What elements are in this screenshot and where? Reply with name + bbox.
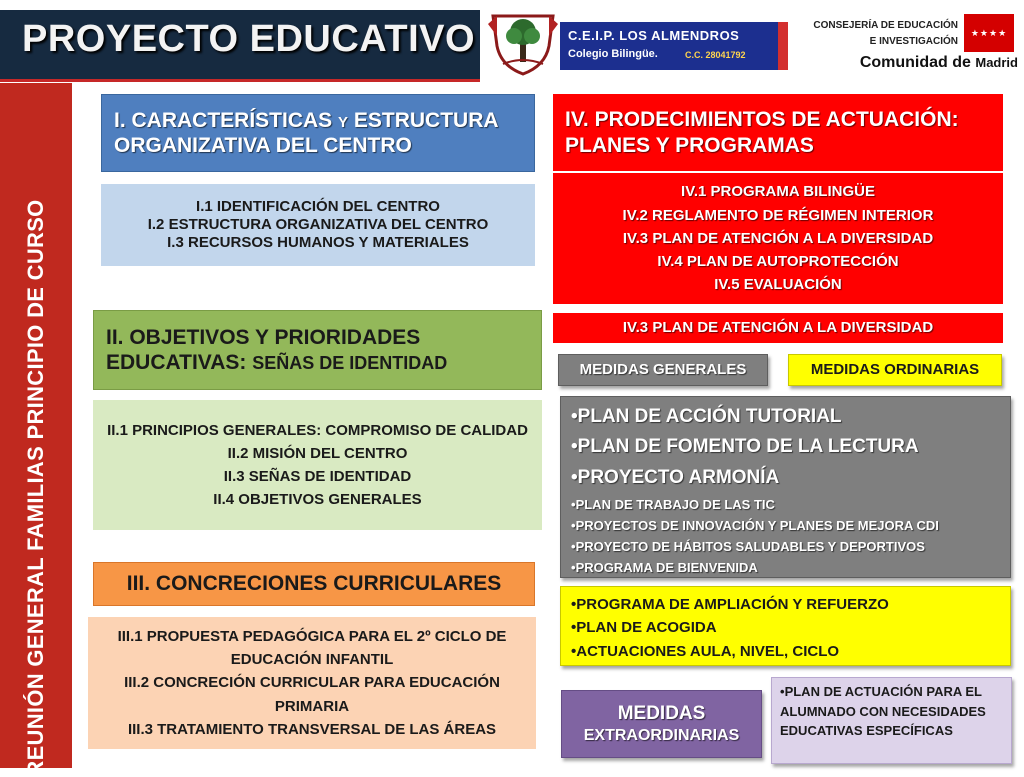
region-name: [790, 54, 1018, 72]
section1-title: [114, 108, 522, 158]
school-crest-logo: [487, 6, 559, 76]
list-item: II.2 MISIÓN DEL CENTRO: [227, 444, 408, 462]
section2-title-small: SEÑAS DE IDENTIDAD: [252, 353, 448, 373]
list-item: III.2 CONCRECIÓN CURRICULAR PARA EDUCACIÓN PRIMARIA: [124, 674, 500, 715]
list-item: I.2 ESTRUCTURA ORGANIZATIVA DEL CENTRO: [147, 216, 489, 233]
list-item: IV.1 PROGRAMA BILINGÜE: [681, 183, 875, 201]
section2-title: [106, 325, 529, 375]
list-item: • PROGRAMA DE AMPLIACIÓN Y REFUERZO: [571, 593, 1000, 616]
list-item: • PROYECTO ARMONÍA: [571, 463, 1000, 493]
school-subtitle: Colegio Bilingüe.: [568, 48, 658, 60]
section1-title-small: Y: [338, 113, 349, 131]
title-bar: [0, 10, 480, 82]
list-item: • PLAN DE FOMENTO DE LA LECTURA: [571, 432, 1000, 462]
section2-header: [93, 310, 542, 390]
region-flag-icon: [964, 14, 1014, 52]
region-name-a: Comunidad de: [859, 54, 971, 71]
school-code: C.C. 28041792: [685, 50, 746, 60]
list-item: IV.2 REGLAMENTO DE RÉGIMEN INTERIOR: [622, 206, 934, 224]
extraordinary-measures-item: [771, 677, 1012, 764]
extraordinary-label-2: EXTRAORDINARIAS: [583, 726, 740, 744]
list-item: IV.4 PLAN DE AUTOPROTECCIÓN: [657, 253, 899, 271]
list-item: II.4 OBJETIVOS GENERALES: [213, 491, 422, 509]
list-item: I.1 IDENTIFICACIÓN DEL CENTRO: [196, 198, 440, 215]
list-item: II.3 SEÑAS DE IDENTIDAD: [223, 468, 412, 485]
list-item: • PROYECTOS DE INNOVACIÓN Y PLANES DE MEJORA CDI: [571, 516, 1000, 537]
general-measures-big: [571, 402, 1000, 493]
section2-title-a: II. OBJETIVOS Y PRIORIDADES EDUCATIVAS:: [106, 325, 421, 374]
section3-header: III. CONCRECIONES CURRICULARES: [93, 562, 535, 606]
extraordinary-list: [780, 682, 1003, 741]
list-item: • PLAN DE ACOGIDA: [571, 616, 1000, 639]
list-item: IV.3 PLAN DE ATENCIÓN A LA DIVERSIDAD: [622, 229, 934, 247]
section4-list: [553, 173, 1003, 304]
region-name-b: Madrid: [975, 55, 1018, 70]
list-item: • PROYECTO DE HÁBITOS SALUDABLES Y DEPORTIVOS: [571, 537, 1000, 558]
list-item: • PLAN DE ACTUACIÓN PARA EL ALUMNADO CON NECESIDADES EDUCATIVAS ESPECÍFICAS: [780, 682, 1003, 741]
page-title: PROYECTO EDUCATIVO: [22, 18, 476, 60]
section1-header: [101, 94, 535, 172]
flag-stars: ★★★★: [970, 27, 1008, 38]
section1-list: [101, 184, 535, 266]
extraordinary-label-1: MEDIDAS: [617, 703, 706, 724]
sidebar-text: REUNIÓN GENERAL FAMILIAS PRINCIPIO DE CURSO: [23, 199, 48, 777]
section2-list: [93, 400, 542, 530]
school-banner: [560, 22, 788, 70]
agency-line-1: CONSEJERÍA DE EDUCACIÓN: [813, 20, 958, 31]
list-item: IV.5 EVALUACIÓN: [714, 276, 842, 294]
list-item: • PLAN DE ACCIÓN TUTORIAL: [571, 402, 1000, 432]
sidebar: [0, 83, 72, 777]
list-item: • PLAN DE TRABAJO DE LAS TIC: [571, 495, 1000, 516]
section1-title-a: I. CARACTERÍSTICAS: [114, 108, 339, 132]
list-item: III.1 PROPUESTA PEDAGÓGICA PARA EL 2º CICLO DE EDUCACIÓN INFANTIL: [117, 627, 507, 669]
general-measures-list: [560, 396, 1011, 578]
diversity-title: IV.3 PLAN DE ATENCIÓN A LA DIVERSIDAD: [553, 313, 1003, 343]
list-item: III.3 TRATAMIENTO TRANSVERSAL DE LAS ÁREAS: [127, 720, 497, 738]
general-measures-small: [571, 495, 1000, 578]
list-item: II.1 PRINCIPIOS GENERALES: COMPROMISO DE CALIDAD: [107, 421, 528, 439]
section1-title-b: ESTRUCTURA ORGANIZATIVA DEL CENTRO: [114, 108, 498, 157]
extraordinary-measures-label: [561, 690, 762, 758]
ordinary-measures-label: MEDIDAS ORDINARIAS: [788, 354, 1002, 386]
general-measures-label: MEDIDAS GENERALES: [558, 354, 768, 386]
list-item: • PROGRAMA DE BIENVENIDA: [571, 558, 1000, 579]
agency-line-2: E INVESTIGACIÓN: [869, 36, 958, 47]
section3-list: [88, 617, 536, 749]
list-item: I.3 RECURSOS HUMANOS Y MATERIALES: [167, 234, 469, 251]
section4-header: IV. PRODECIMIENTOS DE ACTUACIÓN: PLANES Y PROGRAMAS: [553, 94, 1003, 172]
ordinary-measures-items: [571, 593, 1000, 663]
school-name: C.E.I.P. LOS ALMENDROS: [568, 28, 740, 43]
list-item: • ACTUACIONES AULA, NIVEL, CICLO: [571, 640, 1000, 663]
ordinary-measures-list: [560, 586, 1011, 666]
